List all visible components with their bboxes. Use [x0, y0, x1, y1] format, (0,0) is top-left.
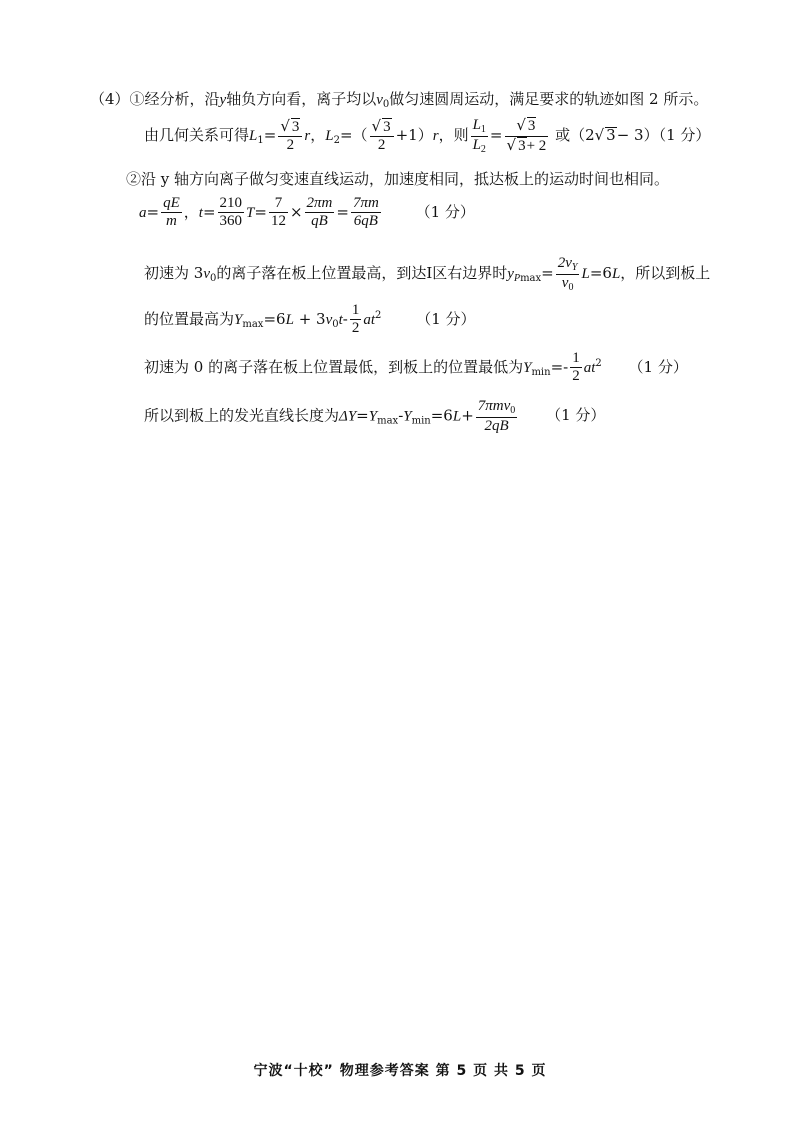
answer-line-5: 初速为 $3v_0$的离子落在板上位置最高，到达I区右边界时$y_{Pmax}=$ $\frac{2v_Y}{v_0}$ L=6L，所以到板上 — [144, 255, 711, 293]
answer-line-2: 由几何关系可得$L_1=$ $\frac{√ 3}{2}$ r，$L_2=$（ $\frac{√ 3}{2}$ +1）r，则 $\frac{L_1}{L_2}$ = $\frac{√ 3}{√ 3+ 2}$ 或（2√ 3− 3）（1 分） — [144, 116, 711, 155]
page-footer: 宁波“十校” 物理参考答案 第 5 页 共 5 页 — [253, 1063, 547, 1079]
fraction-sqrt3-over-2: $\frac{√ 3}{2}$ — [278, 118, 302, 155]
answer-line-7: 初速为 0 的离子落在板上位置最低，到板上的位置最低为$Y_{min}=-$ $\frac{1}{2}$ $at^2$ （1 分） — [144, 350, 688, 385]
answer-line-8: 所以到板上的发光直线长度为$\Delta Y=Y_{max}-Y_{min}=6L+$ $\frac{7\pi mv_0}{2qB}$ （1 分） — [144, 398, 606, 434]
answer-line-1: （4）①经分析，沿y轴负方向看，离子均以$v_0$做匀速圆周运动，满足要求的轨迹如图 2 所示。 — [90, 90, 709, 110]
fraction-sqrt3-over-2-b: $\frac{√ 3}{2}$ — [370, 118, 394, 155]
answer-line-6: 的位置最高为$Y_{max}=6L + 3v_0t-$ $\frac{1}{2}$ $at^2$ （1 分） — [144, 302, 476, 337]
answer-line-3: ②沿 y 轴方向离子做匀变速直线运动，加速度相同，抵达板上的运动时间也相同。 — [126, 170, 670, 188]
fraction-L1-over-L2: $\frac{L_1}{L_2}$ — [472, 117, 486, 155]
fraction-ratio: $\frac{√ 3}{√ 3+ 2}$ — [506, 116, 547, 154]
answer-line-4: a= $\frac{qE}{m}$ ，t= $\frac{210}{360}$ T= $\frac{7}{12}$ × $\frac{2\pi m}{qB}$ = $\frac{7\pi m}{6qB}$ （1 分） — [139, 195, 475, 230]
